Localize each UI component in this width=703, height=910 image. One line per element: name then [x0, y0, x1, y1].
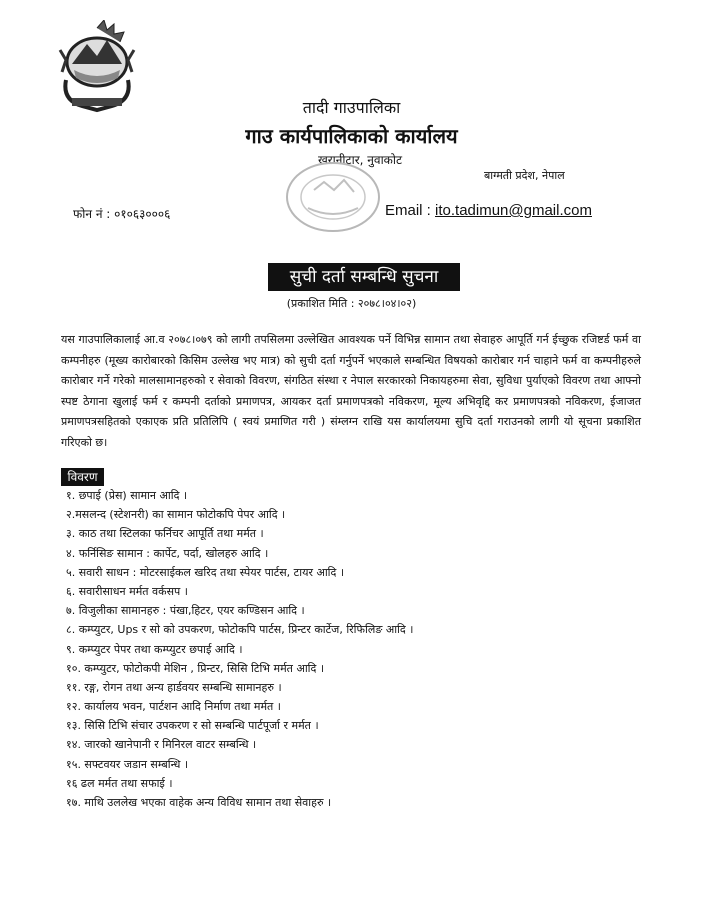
province-text: बाग्मती प्रदेश, नेपाल	[484, 169, 565, 182]
phone-number: फोन नं : ०१०६३०००६	[73, 207, 171, 221]
list-item: १. छपाई (प्रेस) सामान आदि ।	[66, 489, 188, 502]
org-name: तादी गाउपालिका	[302, 98, 401, 117]
details-list	[66, 486, 626, 812]
list-item: ९. कम्प्युटर पेपर तथा कम्प्युटर छपाई आदि ।	[66, 642, 243, 656]
list-item: ४. फर्निसिङ सामान : कार्पेट, पर्दा, खोलहरु आदि ।	[66, 546, 269, 560]
list-item: २.मसलन्द (स्टेशनरी) का सामान फोटोकपि पेपर आदि ।	[66, 508, 286, 522]
list-item: १५. सफ्टवयर जडान सम्बन्धि ।	[66, 757, 189, 771]
list-item: १२. कार्यालय भवन, पार्टशन आदि निर्माण तथा मर्मत ।	[66, 700, 281, 714]
list-item: १३. सिसि टिभि संचार उपकरण र सो सम्बन्धि पार्टपूर्जा र मर्मत ।	[66, 719, 319, 733]
list-item: १४. जारको खानेपानी र मिनिरल वाटर सम्बन्धि ।	[66, 738, 257, 752]
details-label: विवरण	[61, 468, 104, 486]
list-item: ३. काठ तथा स्टिलका फर्निचर आपूर्ति तथा मर्मत ।	[66, 527, 264, 541]
published-date: (प्रकाशित मिति : २०७८।०४।०२)	[286, 297, 417, 310]
email-link[interactable]: ito.tadimun@gmail.com	[435, 202, 592, 219]
list-item: १६ ढल मर्मत तथा सफाई ।	[66, 776, 173, 790]
list-item: ७. विजुलीका सामानहरु : पंखा,हिटर, एयर कण्डिसन आदि ।	[66, 604, 305, 618]
list-item: ८. कम्प्युटर, Ups र सो को उपकरण, फोटोकपि पार्टस, प्रिन्टर कार्टेज, रिफिलिङ आदि ।	[66, 623, 414, 637]
list-item: ५. सवारी साधन : मोटरसाईकल खरिद तथा स्पेयर पार्टस, टायर आदि ।	[66, 565, 345, 579]
list-item: ११. रङ्ग, रोगन तथा अन्य हार्डवयर सम्बन्धि सामानहरु ।	[66, 680, 282, 694]
office-name: गाउ कार्यपालिकाको कार्यालय	[245, 124, 458, 148]
notice-body: यस गाउपालिकालाई आ.व २०७८।०७९ को लागी तपसिलमा उल्लेखित आवश्यक पर्ने विभिन्न सामान तथा सेवाहरु आपूर्ति गर्न ईच्छुक रजिष्टर्ड फर्म वा कम्पनीहरु (मूख्य कारोबारको किसिम उल्लेख भए मात्र) को सुची दर्ता गर्नुपर्ने भएकाले सम्बन्धित विषयको कारोबार गर्न चाहाने फर्म वा कम्पनीहरुले कारोबार गर्ने गरेको मालसामानहरुको र सेवाको विवरण, संगठित संस्था र नेपाल सरकारको निकायहरुमा सेवा, सुविधा पुर्याएको विवरण तथा आफ्नो स्पष्ट ठेगाना खुलाई फर्म र कम्पनी दर्ताको प्रमाणपत्र, आयकर दर्ता प्रमाणपत्रको नविकरण, मूल्य अभिवृद्दि कर प्रमाणपत्रको नविकरण, ईजाजत प्रमाणपत्रसहितको एकाएक प्रति प्रतिलिपि ( स्वयं प्रमाणित गरी ) संम्लग्न राखि यस कार्यालयमा सुचि दर्ता गराउनको लागी यो सूचना प्रकाशित गरिएको छ।	[61, 333, 641, 449]
email-block	[385, 202, 592, 219]
email-label: Email :	[385, 202, 431, 219]
office-stamp	[284, 160, 382, 234]
list-item: १०. कम्प्युटर, फोटोकपी मेशिन , प्रिन्टर, सिसि टिभि मर्मत आदि ।	[66, 661, 325, 675]
list-item: १७. माथि उललेख भएका वाहेक अन्य विविध सामान तथा सेवाहरु ।	[66, 796, 332, 809]
list-item: ६. सवारीसाधन मर्मत वर्कसप ।	[66, 584, 188, 598]
notice-title: सुची दर्ता सम्बन्धि सुचना	[268, 263, 460, 291]
office-address: खरानीटार, नुवाकोट	[317, 153, 403, 167]
